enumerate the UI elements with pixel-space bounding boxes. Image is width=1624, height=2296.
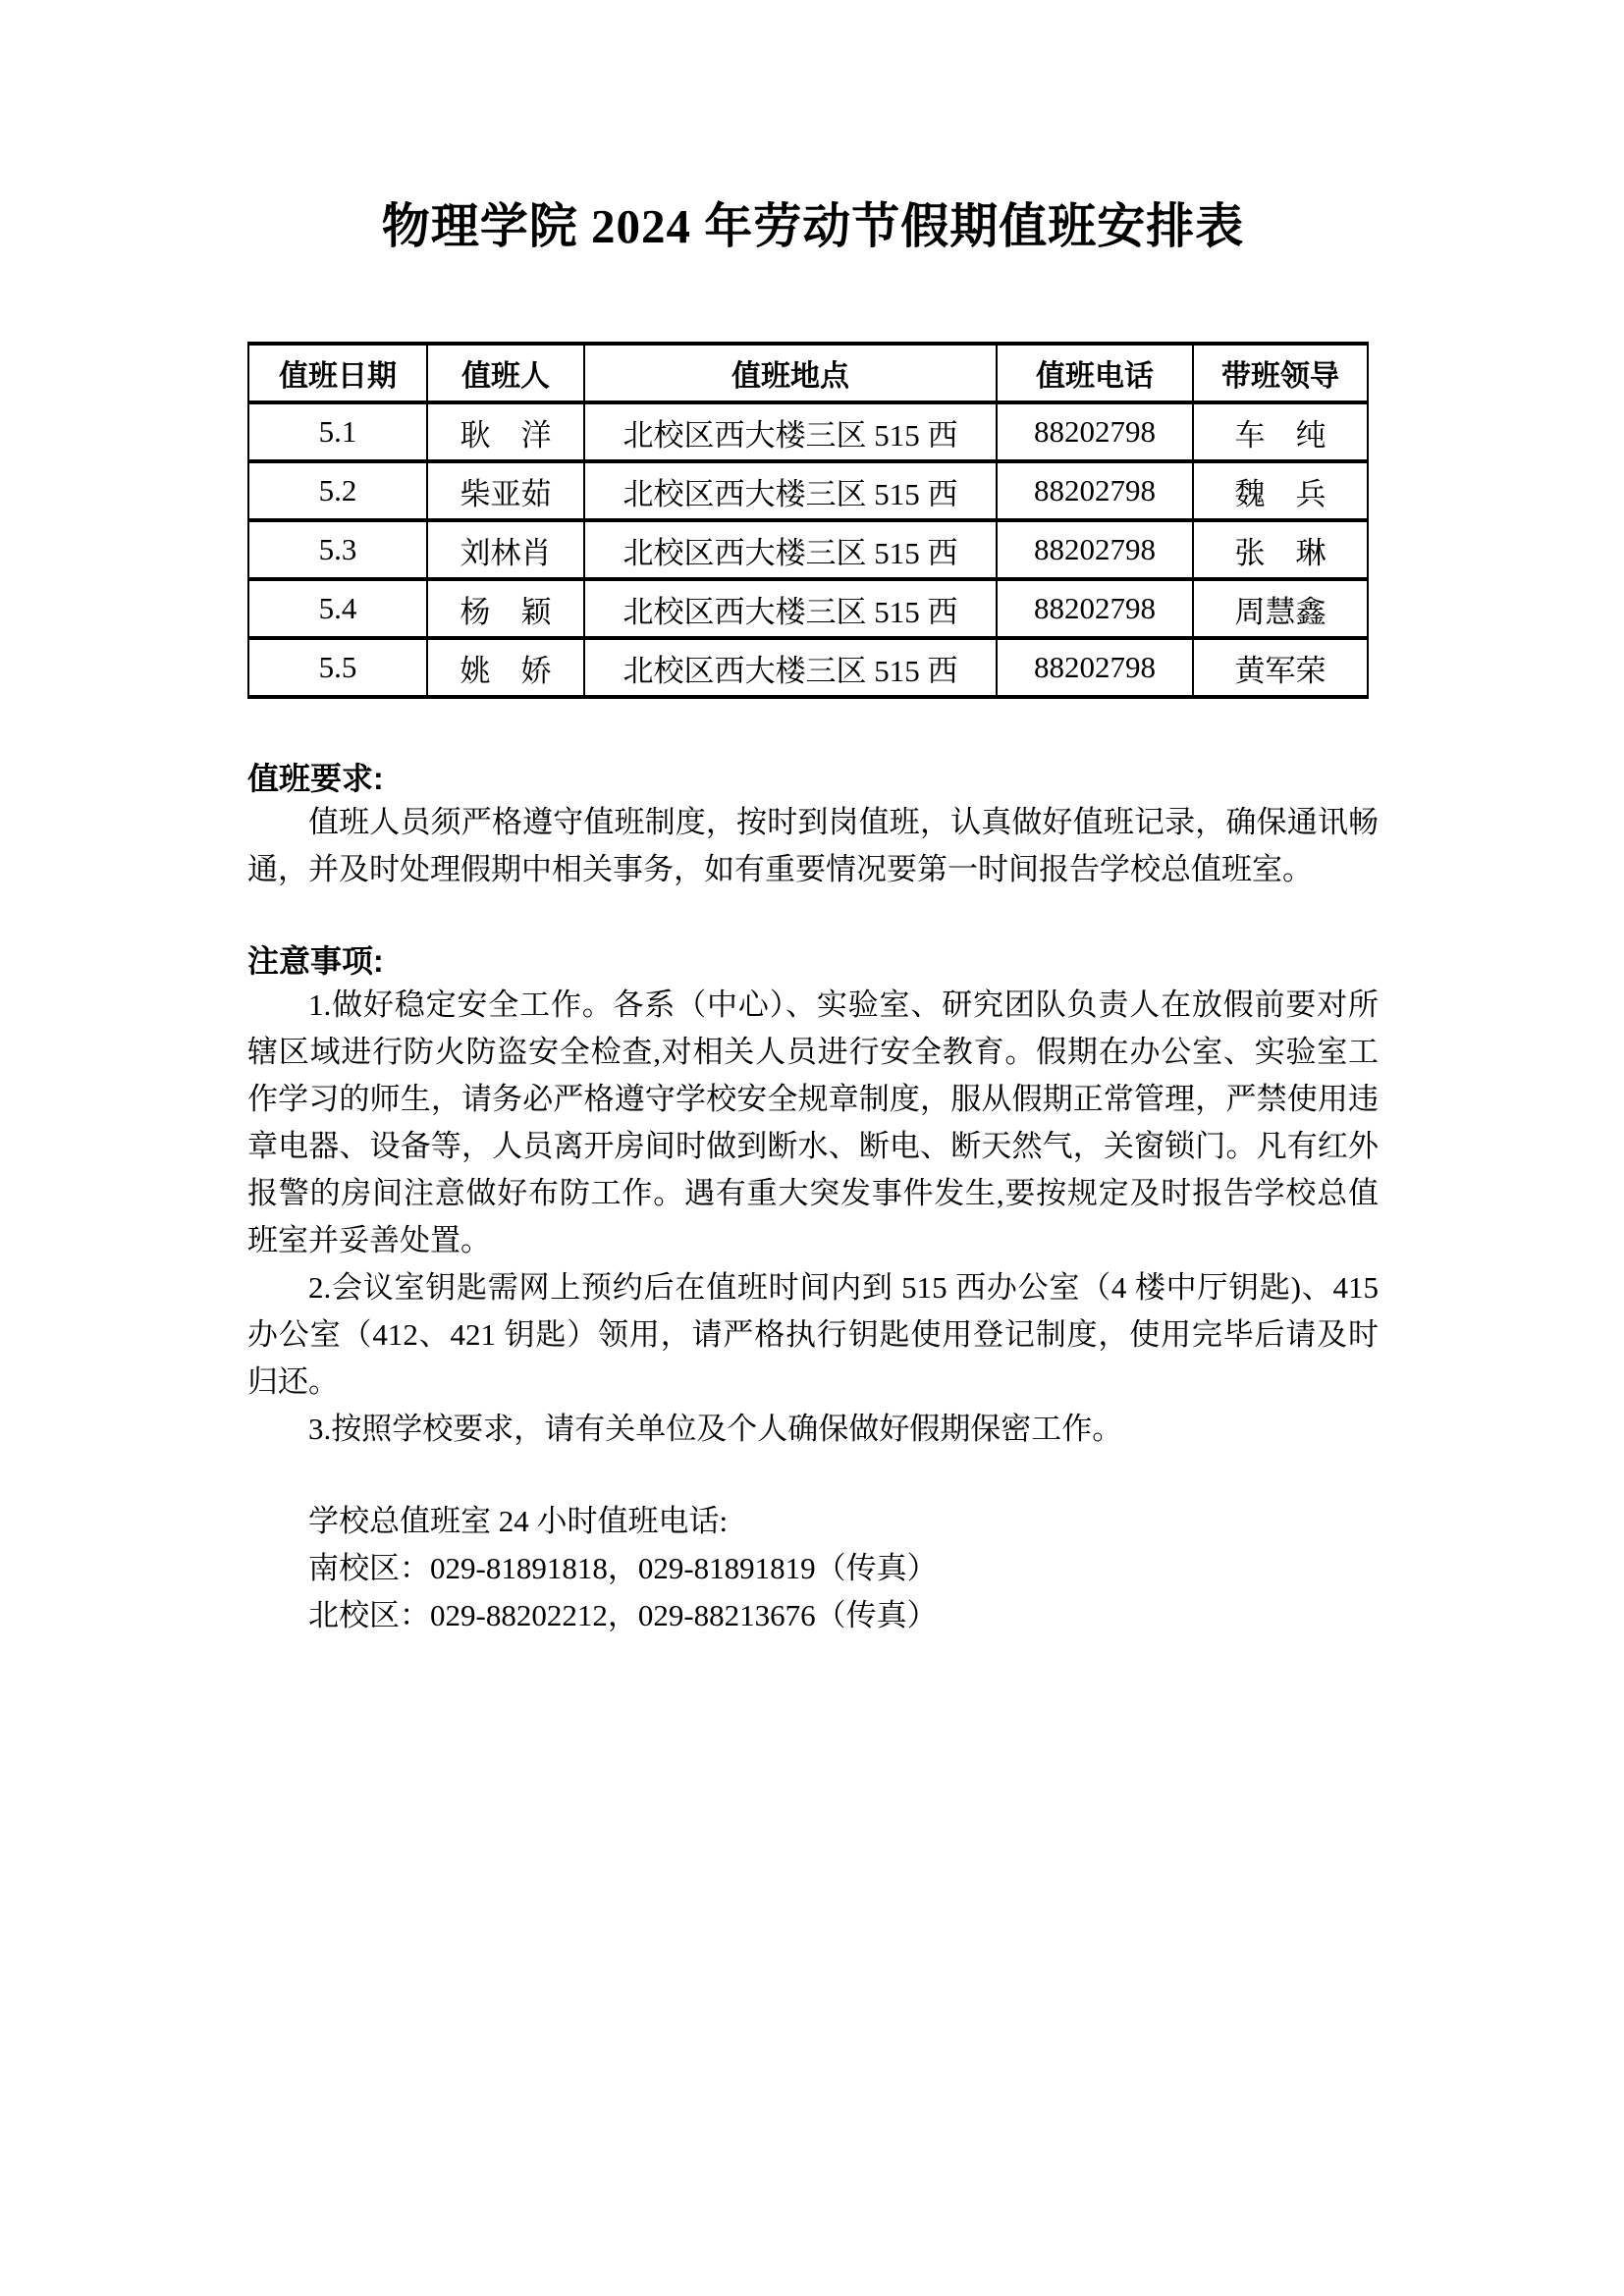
note-item-1: 1.做好稳定安全工作。各系（中心）、实验室、研究团队负责人在放假前要对所辖区域进行防火防盗安全检查,对相关人员进行安全教育。假期在办公室、实验室工作学习的师生，请务必严格遵守学校安全规章制度，服从假期正常管理，严禁使用违章电器、设备等，人员离开房间时做到断水、断电、断天然气，关窗锁门。凡有红外报警的房间注意做好布防工作。遇有重大突发事件发生,要按规定及时报告学校总值班室并妥善处置。 — [247, 988, 1379, 1257]
cell-duty-leader: 车 纯 — [1193, 402, 1368, 461]
cell-duty-leader: 黄军荣 — [1193, 638, 1368, 697]
duty-schedule-table — [247, 342, 1369, 699]
cell-duty-phone: 88202798 — [997, 579, 1193, 638]
cell-duty-location: 北校区西大楼三区 515 西 — [584, 461, 997, 520]
cell-duty-date: 5.5 — [248, 638, 427, 697]
cell-duty-phone: 88202798 — [997, 461, 1193, 520]
cell-duty-person: 柴亚茹 — [427, 461, 584, 520]
column-header-duty-phone: 值班电话 — [997, 344, 1193, 402]
column-header-duty-location: 值班地点 — [584, 344, 997, 402]
table-row — [248, 461, 1368, 520]
cell-duty-leader: 周慧鑫 — [1193, 579, 1368, 638]
cell-duty-phone: 88202798 — [997, 520, 1193, 579]
cell-duty-date: 5.2 — [248, 461, 427, 520]
table-row — [248, 579, 1368, 638]
table-row — [248, 638, 1368, 697]
requirements-heading: 值班要求: — [247, 761, 384, 796]
cell-duty-date: 5.1 — [248, 402, 427, 461]
cell-duty-location: 北校区西大楼三区 515 西 — [584, 638, 997, 697]
section-duty-requirements — [247, 754, 1379, 893]
document-title: 物理学院 2024 年劳动节假期值班安排表 — [381, 199, 1245, 253]
cell-duty-leader: 魏 兵 — [1193, 461, 1368, 520]
cell-duty-person: 耿 洋 — [427, 402, 584, 461]
column-header-duty-leader: 带班领导 — [1193, 344, 1368, 402]
hotline-title: 学校总值班室 24 小时值班电话: — [308, 1504, 729, 1538]
column-header-duty-person: 值班人 — [427, 344, 584, 402]
cell-duty-date: 5.3 — [248, 520, 427, 579]
cell-duty-date: 5.4 — [248, 579, 427, 638]
hotline-south-campus: 南校区：029-81891818，029-81891819（传真） — [308, 1551, 938, 1585]
section-notes — [247, 936, 1379, 1453]
cell-duty-person: 姚 娇 — [427, 638, 584, 697]
cell-duty-person: 杨 颖 — [427, 579, 584, 638]
cell-duty-phone: 88202798 — [997, 402, 1193, 461]
table-row — [248, 402, 1368, 461]
note-item-3: 3.按照学校要求，请有关单位及个人确保做好假期保密工作。 — [308, 1412, 1123, 1446]
cell-duty-location: 北校区西大楼三区 515 西 — [584, 579, 997, 638]
column-header-duty-date: 值班日期 — [248, 344, 427, 402]
note-item-2: 2.会议室钥匙需网上预约后在值班时间内到 515 西办公室（4 楼中厅钥匙)、415 办公室（412、421 钥匙）领用，请严格执行钥匙使用登记制度，使用完毕后请及时归还。 — [247, 1270, 1379, 1399]
cell-duty-person: 刘林肖 — [427, 520, 584, 579]
hotline-block — [247, 1498, 1379, 1639]
cell-duty-location: 北校区西大楼三区 515 西 — [584, 520, 997, 579]
hotline-north-campus: 北校区：029-88202212，029-88213676（传真） — [308, 1598, 938, 1632]
cell-duty-leader: 张 琳 — [1193, 520, 1368, 579]
table-header-row — [248, 344, 1368, 402]
notes-heading: 注意事项: — [247, 943, 384, 979]
requirements-paragraph: 值班人员须严格遵守值班制度，按时到岗值班，认真做好值班记录，确保通讯畅通，并及时处理假期中相关事务，如有重要情况要第一时间报告学校总值班室。 — [247, 805, 1379, 886]
cell-duty-phone: 88202798 — [997, 638, 1193, 697]
table-row — [248, 520, 1368, 579]
cell-duty-location: 北校区西大楼三区 515 西 — [584, 402, 997, 461]
